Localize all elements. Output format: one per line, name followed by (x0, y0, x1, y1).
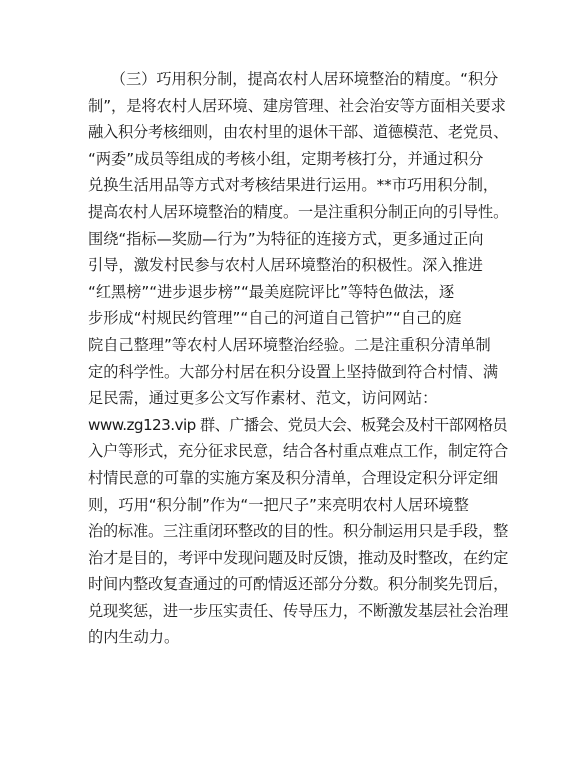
body-paragraph (88, 66, 508, 651)
text-line: 步形成“村规民约管理”“自己的河道自己管护”“自己的庭 (88, 309, 462, 328)
text-line: 融入积分考核细则，由农村里的退休干部、道德模范、老党员、 (88, 123, 508, 142)
text-line: 兑现奖惩，进一步压实责任、传导压力，不断激发基层社会治理 (88, 601, 508, 620)
text-line: 院自己整理”等农村人居环境整治经验。二是注重积分清单制 (88, 335, 491, 354)
text-line: “两委”成员等组成的考核小组，定期考核打分，并通过积分 (88, 149, 484, 168)
text-line: 定的科学性。大部分村居在积分设置上坚持做到符合村情、满 (88, 362, 499, 381)
text-line: 则，巧用“积分制”作为“一把尺子”来亮明农村人居环境整 (88, 495, 469, 514)
text-line: 的内生动力。 (88, 628, 180, 647)
text-line: 入户等形式，充分征求民意，结合各村重点难点工作，制定符合 (88, 442, 508, 461)
text-line: 时间内整改复查通过的可酌情返还部分分数。积分制奖先罚后， (88, 575, 508, 594)
text-line: 治才是目的，考评中发现问题及时反馈，推动及时整改，在约定 (88, 548, 508, 567)
text-line: 提高农村人居环境整治的精度。一是注重积分制正向的引导性。 (88, 202, 508, 221)
text-line: “红黑榜”“进步退步榜”“最美庭院评比”等特色做法，逐 (88, 282, 455, 301)
text-line: 村情民意的可靠的实施方案及积分清单，合理设定积分评定细 (88, 468, 499, 487)
text-line: 围绕“指标—奖励—行为”为特征的连接方式，更多通过正向 (88, 229, 484, 248)
text-line: 兑换生活用品等方式对考核结果进行运用。**市巧用积分制， (88, 176, 499, 195)
text-line: （三）巧用积分制，提高农村人居环境整治的精度。“积分 (88, 70, 499, 88)
text-line: www.zg123.vip 群、广播会、党员大会、板凳会及村干部网格员 (88, 415, 508, 434)
text-line: 治的标准。三注重闭环整改的目的性。积分制运用只是手段，整 (88, 522, 508, 541)
text-line: 足民需，通过更多公文写作素材、范文，访问网站： (88, 389, 438, 408)
text-line: 引导，激发村民参与农村人居环境整治的积极性。深入推进 (88, 256, 483, 275)
text-line: 制”，是将农村人居环境、建房管理、社会治安等方面相关要求 (88, 96, 506, 115)
